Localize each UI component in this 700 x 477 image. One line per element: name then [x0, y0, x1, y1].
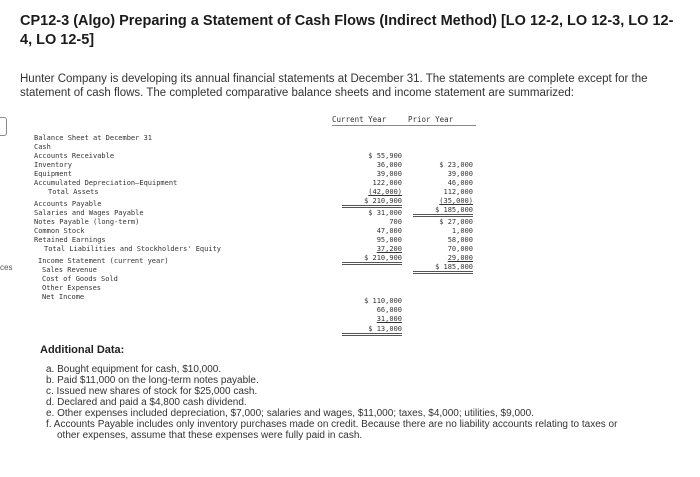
table-row — [30, 316, 478, 333]
row-label: Inventory — [34, 161, 72, 169]
table-row — [30, 297, 478, 314]
current-value: $ 210,900 — [342, 197, 402, 208]
row-label: Other Expenses — [42, 284, 102, 292]
prior-value: 112,000 — [443, 188, 473, 196]
table-row — [30, 288, 478, 305]
row-label: Cash — [34, 143, 51, 151]
row-label: Sales Revenue — [42, 266, 97, 274]
additional-data-title: Additional Data: — [40, 344, 125, 356]
row-label: Equipment — [34, 170, 72, 178]
row-label: Cost of Goods Sold — [42, 275, 118, 283]
header-current-year: Current Year — [332, 115, 387, 124]
prior-value: 29,000 — [447, 254, 473, 262]
row-label: Total Liabilities and Stockholders' Equity — [44, 245, 222, 253]
prior-value: $ 23,000 — [439, 161, 473, 169]
current-value: 95,000 — [376, 236, 402, 244]
side-tab-marker[interactable] — [0, 117, 7, 136]
row-label: Retained Earnings — [34, 236, 106, 244]
prior-value: 39,000 — [447, 170, 473, 178]
prior-value: $ 185,000 — [413, 206, 473, 217]
list-item: e. Other expenses included depreciation, $7,000; salaries and wages, $11,000; taxes, $4,000; utilities, $9,000. — [46, 408, 534, 419]
current-value: $ 31,000 — [368, 209, 402, 217]
prior-value: (35,000) — [439, 197, 473, 205]
current-value: 37,200 — [376, 245, 402, 253]
row-label: Common Stock — [34, 227, 85, 235]
current-value: 36,000 — [376, 161, 402, 169]
row-label: Total Assets — [48, 188, 99, 196]
row-label: Accounts Receivable — [34, 152, 115, 160]
row-label: Salaries and Wages Payable — [34, 209, 144, 217]
current-value: 66,000 — [376, 306, 402, 314]
list-item: f. Accounts Payable includes only inventory purchases made on credit. Because there are no liability accounts relating to taxes or — [46, 419, 618, 430]
row-label: Net Income — [42, 293, 85, 301]
prior-value: 70,000 — [447, 245, 473, 253]
intro-paragraph: Hunter Company is developing its annual financial statements at December 31. The statements are complete except for the statement of cash flows. The completed comparative balance sheets and income statement are summarized: — [20, 73, 648, 99]
list-item: other expenses, assume that these expenses were fully paid in cash. — [57, 430, 363, 441]
list-item: c. Issued new shares of stock for $25,000 cash. — [46, 386, 258, 397]
current-value: 39,000 — [376, 170, 402, 178]
current-value: 700 — [389, 218, 402, 226]
row-label: Notes Payable (long-term) — [34, 218, 140, 226]
list-item: d. Declared and paid a $4,800 cash dividend. — [46, 397, 247, 408]
prior-value: 1,000 — [451, 227, 473, 235]
table-row — [30, 275, 478, 292]
current-value: (42,000) — [368, 188, 402, 196]
current-value: 31,000 — [376, 315, 402, 323]
current-value: $ 13,000 — [342, 325, 402, 336]
prior-value: 58,000 — [447, 236, 473, 244]
table-row — [30, 266, 478, 283]
prior-value: 46,000 — [447, 179, 473, 187]
row-label: Income Statement (current year) — [38, 257, 169, 265]
row-label: Balance Sheet at December 31 — [34, 134, 153, 142]
table-row — [30, 306, 478, 323]
current-value: 47,000 — [376, 227, 402, 235]
list-item: a. Bought equipment for cash, $10,000. — [46, 364, 222, 375]
current-value: $ 110,000 — [364, 297, 402, 305]
cropped-side-text: ces — [0, 263, 13, 272]
financial-statements-table — [30, 113, 478, 331]
current-value: $ 210,900 — [342, 254, 402, 265]
row-label: Accounts Payable — [34, 200, 102, 208]
table-row — [30, 125, 478, 142]
row-label: Accumulated Depreciation—Equipment — [34, 179, 178, 187]
prior-value: $ 27,000 — [439, 218, 473, 226]
page-title: CP12-3 (Algo) Preparing a Statement of Cash Flows (Indirect Method) [LO 12-2, LO 12-3, LO 12-4, LO 12-5] — [20, 13, 674, 48]
header-prior-year: Prior Year — [408, 115, 454, 124]
current-value: 122,000 — [372, 179, 402, 187]
prior-value: $ 185,000 — [413, 263, 473, 274]
list-item: b. Paid $11,000 on the long-term notes payable. — [46, 375, 259, 386]
current-value: $ 55,900 — [368, 152, 402, 160]
